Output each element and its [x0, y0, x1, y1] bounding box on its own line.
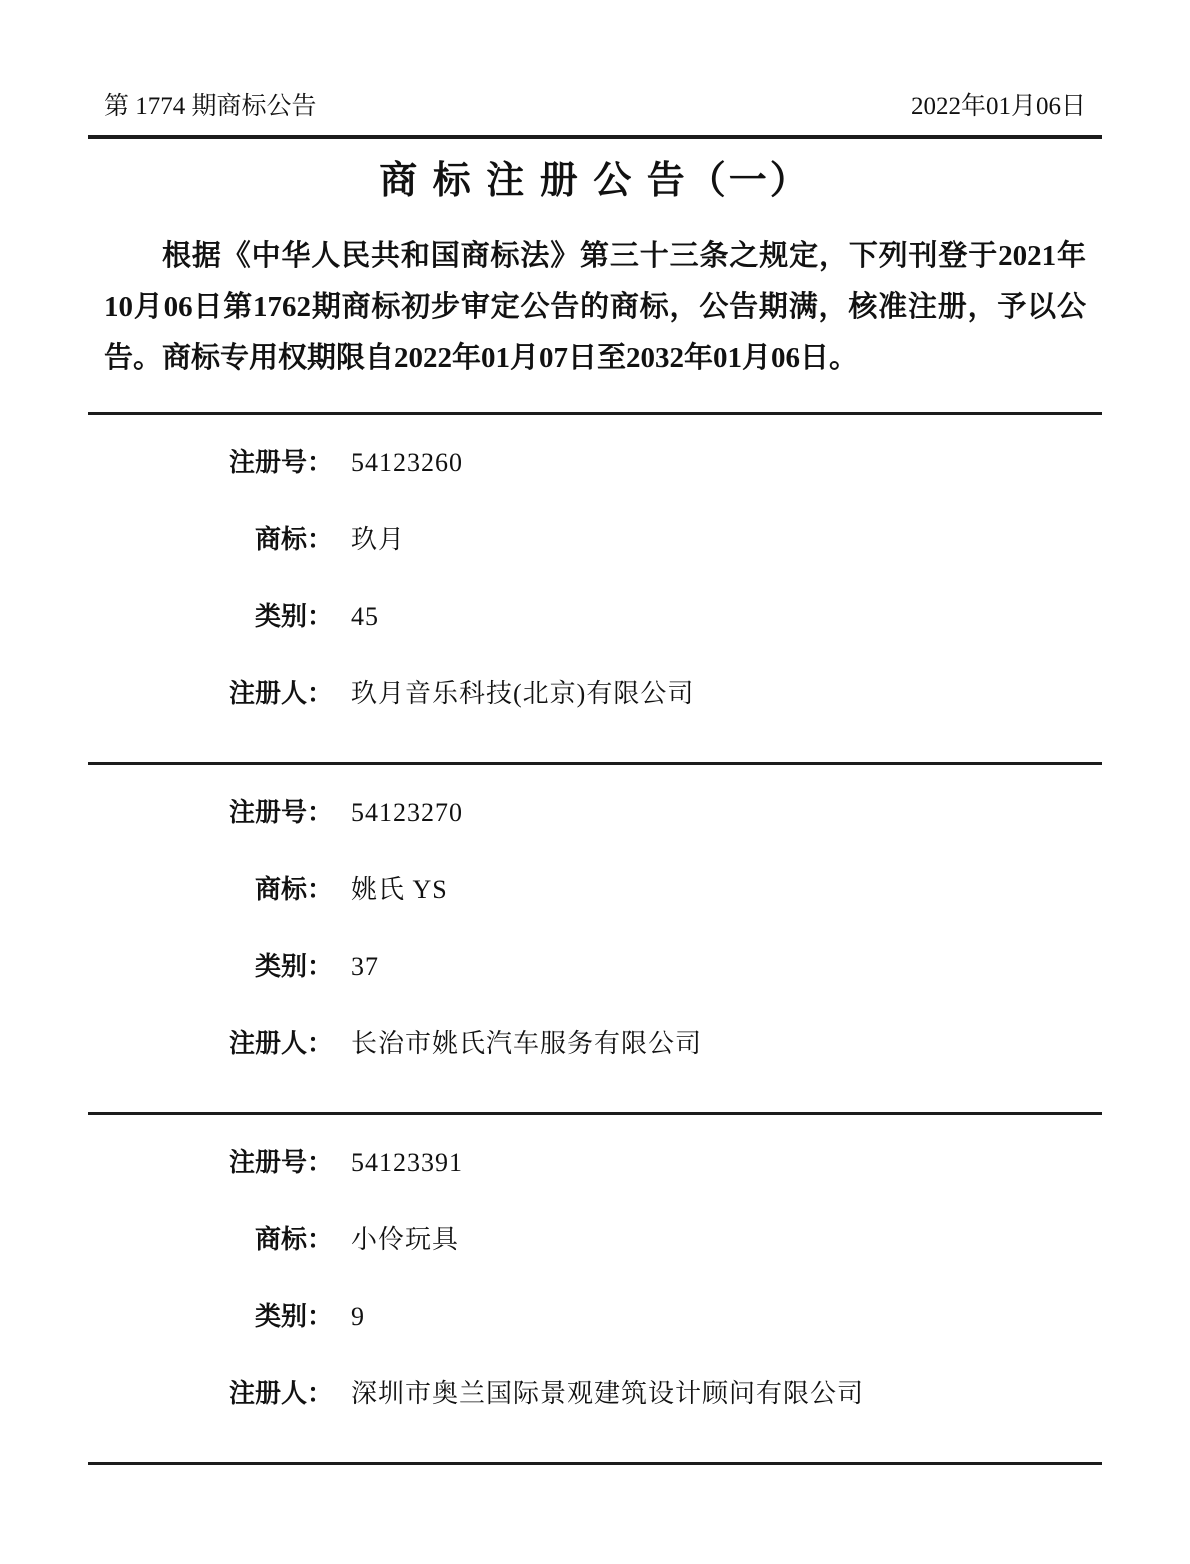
- registrant-value: 玖月音乐科技(北京)有限公司: [351, 679, 695, 708]
- header-divider: [88, 135, 1102, 139]
- category-value: 45: [351, 602, 379, 631]
- registration-number-label: 注册号：: [228, 798, 333, 827]
- trademark-name-value: 姚氏 YS: [351, 875, 448, 904]
- trademark-name-label: 商标：: [254, 875, 333, 904]
- bottom-divider: [88, 1462, 1102, 1465]
- intro-paragraph: 根据《中华人民共和国商标法》第三十三条之规定，下列刊登于2021年10月06日第1762期商标初步审定公告的商标，公告期满，核准注册，予以公告。商标专用权期限自2022年01月07日至2032年01月06日。: [104, 240, 1086, 374]
- registrant-label: 注册人：: [228, 1029, 333, 1058]
- trademark-name-row: [88, 523, 1102, 557]
- trademark-entry: [88, 412, 1102, 762]
- registration-number-value: 54123270: [351, 798, 463, 827]
- registration-number-value: 54123391: [351, 1148, 463, 1177]
- page-header: [88, 0, 1102, 122]
- registration-number-value: 54123260: [351, 448, 463, 477]
- registration-number-label: 注册号：: [228, 1148, 333, 1177]
- trademark-name-value: 玖月: [351, 525, 406, 554]
- gazette-issue-number: 第 1774 期商标公告: [104, 93, 317, 120]
- category-value: 9: [351, 1302, 365, 1331]
- registrant-label: 注册人：: [228, 1379, 333, 1408]
- registrant-row: [88, 1377, 1102, 1411]
- category-label: 类别：: [254, 1302, 333, 1331]
- registrant-row: [88, 677, 1102, 711]
- category-label: 类别：: [254, 952, 333, 981]
- registration-number-row: [88, 446, 1102, 480]
- trademark-entries: [88, 412, 1102, 1465]
- trademark-name-value: 小伶玩具: [351, 1225, 460, 1254]
- trademark-name-row: [88, 1223, 1102, 1257]
- trademark-name-label: 商标：: [254, 1225, 333, 1254]
- registrant-value: 长治市姚氏汽车服务有限公司: [351, 1029, 703, 1058]
- category-value: 37: [351, 952, 379, 981]
- registration-number-row: [88, 796, 1102, 830]
- category-row: [88, 950, 1102, 984]
- category-row: [88, 1300, 1102, 1334]
- registration-number-row: [88, 1146, 1102, 1180]
- registration-number-label: 注册号：: [228, 448, 333, 477]
- gazette-date: 2022年01月06日: [910, 93, 1086, 120]
- registrant-row: [88, 1027, 1102, 1061]
- registrant-label: 注册人：: [228, 679, 333, 708]
- trademark-entry: [88, 762, 1102, 1112]
- registrant-value: 深圳市奥兰国际景观建筑设计顾问有限公司: [351, 1379, 865, 1408]
- document-title: 商 标 注 册 公 告（一）: [379, 160, 811, 202]
- trademark-name-label: 商标：: [254, 525, 333, 554]
- trademark-name-row: [88, 873, 1102, 907]
- trademark-entry: [88, 1112, 1102, 1462]
- category-label: 类别：: [254, 602, 333, 631]
- category-row: [88, 600, 1102, 634]
